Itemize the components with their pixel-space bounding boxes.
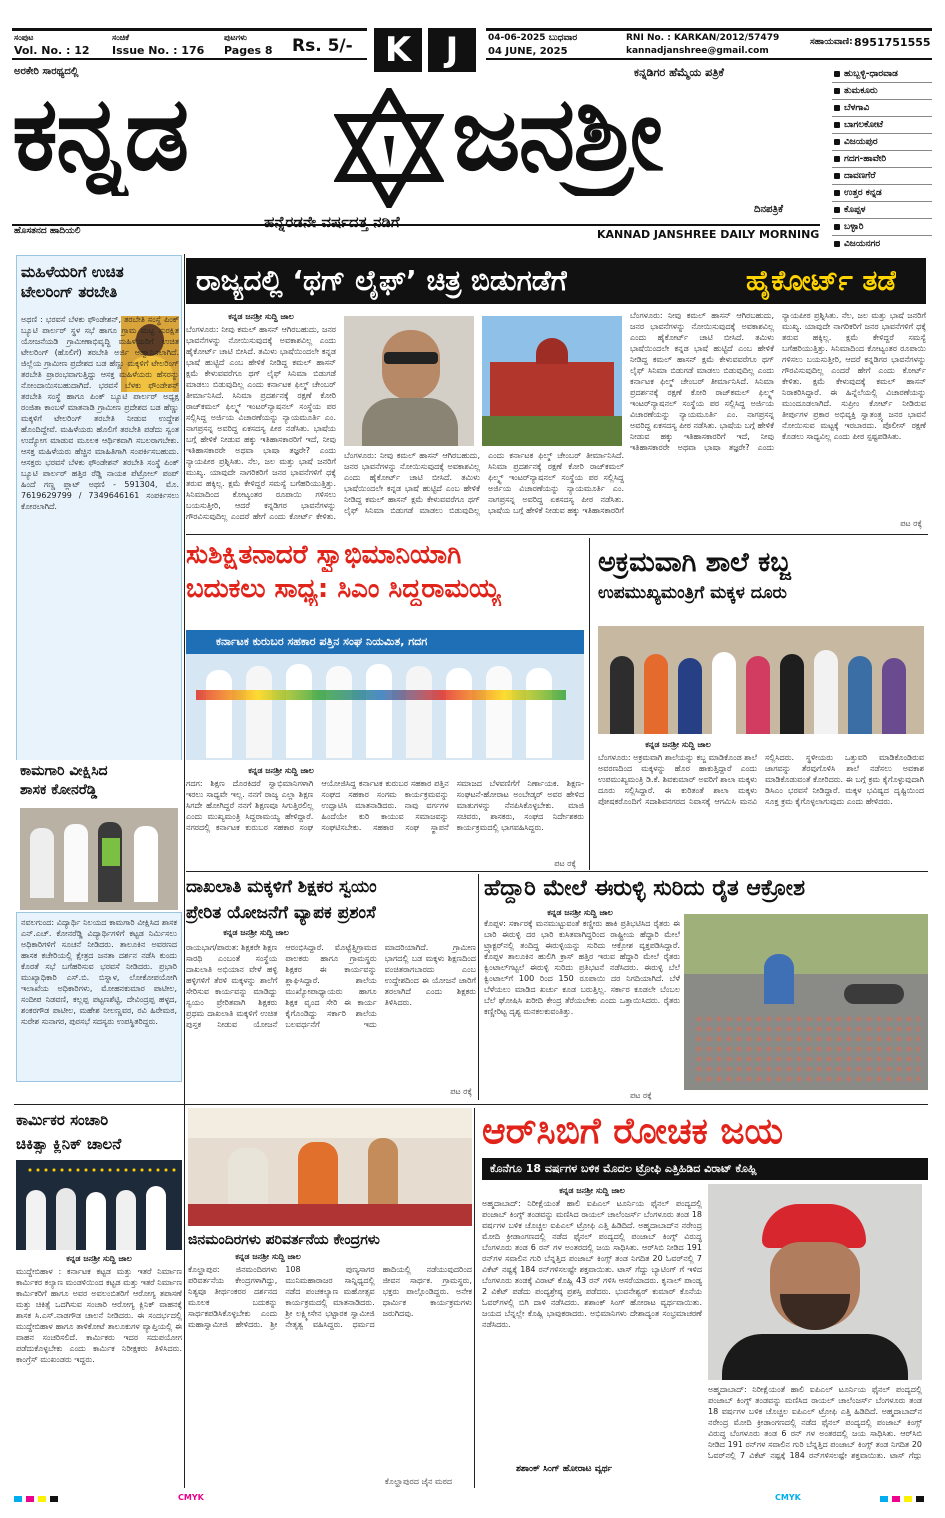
school-story (594, 546, 928, 872)
clinic-headline-2: ಚಿಕಿತ್ಸಾ ಕ್ಲಿನಿಕ್ ಚಾಲನೆ (16, 1135, 122, 1153)
cm-headline-2: ಬದುಕಲು ಸಾಧ್ಯ: ಸಿಎಂ ಸಿದ್ದರಾಮಯ್ಯ (186, 574, 501, 604)
rcb-body-right: ಅಹ್ಮದಾಬಾದ್: ನಿರೀಕ್ಷೆಯಂತೆ ಹಾಲಿ ಐಪಿಎಲ್ ಟೂರ್ನಿಯ ಫೈನಲ್ ಪಂದ್ಯದಲ್ಲಿ ಪಂಜಾಬ್ ಕಿಂಗ್ಸ್ ತಂಡವನ್ನು ಮಣಿಸಿದ ರಾಯಲ್ ಚಾಲೆಂಜರ್ಸ್ ಬೆಂಗಳೂರು ತಂಡ 18 ವರ್ಷಗಳ ಬಳಿಕ ಚೊಚ್ಚಲ ಐಪಿಎಲ್ ಟ್ರೋಫಿ ಎತ್ತಿ ಹಿಡಿದಿದೆ. ಅಹ್ಮದಾಬಾದ್‌ನ ನರೇಂದ್ರ ಮೋದಿ ಕ್ರೀಡಾಂಗಣದಲ್ಲಿ ನಡೆದ ಫೈನಲ್ ಪಂದ್ಯದಲ್ಲಿ ಪಂಜಾಬ್ ಕಿಂಗ್ಸ್ ವಿರುದ್ಧ ಬೆಂಗಳೂರು ತಂಡ 6 ರನ್ ಗಳ ಅಂತರದಲ್ಲಿ ಜಯ ಸಾಧಿಸಿತು. ಆರ್‌ಸಿಬಿ ನೀಡಿದ 191 ರನ್‌ಗಳ ಸವಾಲಿನ ಗುರಿ ಬೆನ್ನತ್ತಿದ ಪಂಜಾಬ್ ಕಿಂಗ್ಸ್ ತಂಡ ನಿಗದಿತ 20 ಓವರ್‌ನಲ್ಲಿ 7 ವಿಕೆಟ್ ನಷ್ಟಕ್ಕೆ 184 ರನ್‌ಗಳಿಸಲಷ್ಟೇ ಶಕ್ತವಾಯಿತು. ಟಾಸ್ ಗೆದ್ದು (708, 1385, 922, 1460)
onion-headline: ಹೆದ್ದಾರಿ ಮೇಲೆ ಈರುಳ್ಳಿ ಸುರಿದು ರೈತ ಆಕ್ರೋಶ (484, 876, 806, 901)
school-body: ಬೆಂಗಳೂರು: ಅಕ್ರಮವಾಗಿ ಶಾಲೆಯನ್ನು ಕಬ್ಜ ಮಾಡಿಕೊಂಡ ಶಾಲೆ ಅವರಣದಿಂದ ಮಕ್ಕಳನ್ನು ಹೊರ ಹಾಕುತ್ತಿದ್ದಾರೆ ಎಂದು ಉಪಮುಖ್ಯಮಂತ್ರಿ ಡಿ.ಕೆ. ಶಿವಕುಮಾರ್ ಅವರಿಗೆ ಶಾಲಾ ಮಕ್ಕಳು ದೂರು ಸಲ್ಲಿಸಿದ್ದಾರೆ. ಈ ಕುರಿತಂತೆ ಶಾಲಾ ಮಕ್ಕಳು ಪೋಷಕರೊಂದಿಗೆ ಸದಾಶಿವನಗರದ ನಿವಾಸಕ್ಕೆ ಆಗಮಿಸಿ ಮನವಿ ಸಲ್ಲಿಸಿದರು. ಸ್ಥಳೀಯರು ಒತ್ತುವರಿ ಮಾಡಿಕೊಂಡಿರುವ ಜಾಗವನ್ನು ತೆರವುಗೊಳಿಸಿ ಶಾಲೆ ನಡೆಸಲು ಅವಕಾಶ ಮಾಡಿಕೊಡುವಂತೆ ಕೋರಿದರು. ಈ ಬಗ್ಗೆ ಕ್ರಮ ಕೈಗೊಳ್ಳುವುದಾಗಿ ಡಿಸಿಎಂ ಭರವಸೆ ನೀಡಿದ್ದಾರೆ. ಮಕ್ಕಳ ಭವಿಷ್ಯದ ದೃಷ್ಟಿಯಿಂದ ಸೂಕ್ತ ಕ್ರಮ ಕೈಗೊಳ್ಳಲಾಗುವುದು ಎಂದು ಹೇಳಿದರು. (598, 753, 924, 806)
works-box (16, 760, 182, 910)
daily-english: KANNAD JANSHREE DAILY MORNING (597, 228, 820, 241)
cm-banner: ಕರ್ನಾಟಕ ಕುರುಬರ ಸಹಕಾರ ಪತ್ತಿನ ಸಂಘ ನಿಯಮಿತ, ಗದಗ (186, 630, 584, 654)
title-right: ಜನಶ್ರೀ (452, 76, 662, 194)
tailoring-body: ಅಥಣಿ : ಭರವಸೆ ಬೆಳಕು ಫೌಂಡೇಶನ್, ತರಬೇತಿ ಸಂಸ್ಥೆ ಪಿಂಕ್ ಬ್ಯೂಟಿ ಪಾರ್ಲರ್ ಸ್ಥಳ ಸಭೆ ಹಾಗೂ ಗ್ರಾಮ ಮಟ್ಟ ಸುರಕ್ಷಿತ ಯೋಜನೆಯಡಿ ಗ್ರಾಮೀಣಾಭಿವೃದ್ಧಿ ಮಹಿಳೆಯರಿಗೆ ಉಚಿತ ಟೇಲರಿಂಗ್ (ಹೊಲಿಗೆ) ತರಬೇತಿ ಅರ್ಜಿ ಆಹ್ವಾನಿಸಲಾಗಿದೆ. ಜಿಲ್ಲೆಯ ಗ್ರಾಮೀಣ ಪ್ರದೇಶದ ಬಡ ಹೆಣ್ಣು ಮಕ್ಕಳಿಗೆ ಟೇಲರಿಂಗ್ ತರಬೇತಿ ಪ್ರಾರಂಭವಾಗುತ್ತಿದ್ದು ಆಸಕ್ತ ಮಹಿಳೆಯರು ಹೆಸರನ್ನು ನೋಂದಾಯಿಸಬಹುದಾಗಿದೆ. ಭರವಸೆ ಬೆಳಕು ಫೌಂಡೇಶನ್ ತರಬೇತಿ ಸಂಸ್ಥೆ ಹಾಗೂ ಪಿಂಕ್ ಬ್ಯೂಟಿ ಪಾರ್ಲರ್ ಅಧ್ಯಕ್ಷ ರಂಜಿತಾ ಕಾಂಬಳೆ ಮಾತನಾಡಿ ಗ್ರಾಮೀಣ ಪ್ರದೇಶದ ಬಡ ಹೆಣ್ಣು ಮಕ್ಕಳಿಗೆ ಟೇಲರಿಂಗ್ ತರಬೇತಿ ನೀಡುವ ಉದ್ದೇಶ ಹೊಂದಿದ್ದೇವೆ. ಮಹಿಳೆಯರು ಹೊಲಿಗೆ ತರಬೇತಿ ಪಡೆದು ಸ್ವಂತ ಉದ್ಯೋಗ ಮಾಡುವ ಮೂಲಕ ಆರ್ಥಿಕವಾಗಿ ಸಬಲರಾಗಬೇಕು. ಆಸಕ್ತ ಮಹಿಳೆಯರು ಹೆಚ್ಚಿನ ಮಾಹಿತಿಗಾಗಿ ಸಂಪರ್ಕಿಸಬಹುದು. ಆಸಕ್ತರು ಭರವಸೆ ಬೆಳಕು ಫೌಂಡೇಶನ್ ತರಬೇತಿ ಸಂಸ್ಥೆ ಪಿಂಕ್ ಬ್ಯೂಟಿ ಪಾರ್ಲರ್ ಹತ್ತಿರ ರೆಡ್ಡಿ ನಾಯಕ ಪೆಟ್ರೋಲ್ ಪಂಪ್ ಹಿಂದೆ ಗಣ್ಣ ಪ್ಲಾಟ್ ಅಥಣಿ - 591304, ಮೊ. 7619629799 / 7349646161 ಸಂಪರ್ಕಿಸಲು ಕೋರಲಾಗಿದೆ. (21, 315, 179, 511)
right-tagline: ಕನ್ನಡಿಗರ ಹೆಮ್ಮೆಯ ಪತ್ರಿಕೆ (634, 66, 724, 79)
school-byline: ಕನ್ನಡ ಜನಶ್ರೀ ಸುದ್ದಿ ಜಾಲ (645, 740, 711, 749)
issue-number: Issue No. : 176 (112, 44, 205, 57)
teachers-headline-1: ದಾಖಲಾತಿ ಮಕ್ಕಳಿಗೆ ಶಿಕ್ಷಕರ ಸ್ವಯಂ (186, 877, 377, 897)
edition-item: ಹುಬ್ಬಳ್ಳಿ-ಧಾರವಾಡ (832, 66, 932, 83)
onion-byline: ಕನ್ನಡ ಜನಶ್ರೀ ಸುದ್ದಿ ಜಾಲ (547, 908, 613, 917)
lead-photo-high-court (482, 316, 622, 446)
divider-rule (589, 538, 590, 870)
tagline: ಹನ್ನೆರಡನೇ ವರ್ಷದತ್ತ ನಡಿಗೆ (264, 213, 400, 231)
teachers-body: ರಾಯಭಾಗ/ಪಾರುತ: ಶಿಕ್ಷಕರೇ ಶಿಕ್ಷಣ ಸಾರಥಿ ಎಂಬಂತೆ ಸಂಸ್ಥೆಯ ದಾಖಲಾತಿ ಅಭಿಯಾನ ವೇಳೆ ಹಳ್ಳಿ ಹಳ್ಳಿಗಳಿಗೆ ತೆರಳಿ ಮಕ್ಕಳನ್ನು ಶಾಲೆಗೆ ಸೇರಿಸುವ ಕಾರ್ಯವನ್ನು ಮಾಡಿದ್ದು ಸ್ವಯಂ ಪ್ರೇರಿತವಾಗಿ ಶಿಕ್ಷಕರು ಪ್ರಥಮ ದಾಖಲಾತಿ ಮಕ್ಕಳಿಗೆ ಉಚಿತ ಪುಸ್ತಕ ನೀಡುವ ಯೋಜನೆ ಆರಂಭಿಸಿದ್ದಾರೆ. ಮೊಟ್ಟೆತ್ತಿಗ್ರಾಮದ ಪಾಲಕರು ಹಾಗೂ ಗ್ರಾಮಸ್ಥರು ಶಿಕ್ಷಕರ ಈ ಕಾರ್ಯವನ್ನು ಶ್ಲಾಘಿಸಿದ್ದಾರೆ. ಶಾಲೆಯ ಮುಖ್ಯೋಪಾಧ್ಯಾಯರು ಹಾಗೂ ಶಿಕ್ಷಕ ವೃಂದ ಸೇರಿ ಈ ಕಾರ್ಯ ಕೈಗೊಂಡಿದ್ದು ಸರ್ಕಾರಿ ಶಾಲೆಯ ಬಲವರ್ಧನೆಗೆ ಇದು ಮಾದರಿಯಾಗಿದೆ. ಗ್ರಾಮೀಣ ಭಾಗದಲ್ಲಿ ಬಡ ಮಕ್ಕಳು ಶಿಕ್ಷಣದಿಂದ ವಂಚಿತರಾಗಬಾರದು ಎಂಬ ಉದ್ದೇಶದಿಂದ ಈ ಯೋಜನೆ ಜಾರಿಗೆ ತರಲಾಗಿದೆ ಎಂದು ಶಿಕ್ಷಕರು ತಿಳಿಸಿದರು. (186, 943, 476, 1029)
star-emblem-icon (334, 88, 444, 208)
left-tagline: ಅರಕೇರಿ ಸಾರಥ್ಯದಲ್ಲಿ (14, 66, 79, 77)
onion-photo (684, 914, 928, 1090)
works-headline-1: ಕಾಮಗಾರಿ ವೀಕ್ಷಿಸಿದ (20, 763, 108, 779)
divider-rule (14, 1104, 928, 1105)
edition-item: ಕೊಪ್ಪಳ (832, 202, 932, 219)
jain-byline: ಕನ್ನಡ ಜನಶ್ರೀ ಸುದ್ದಿ ಜಾಲ (235, 1252, 301, 1261)
date-strip (486, 28, 932, 60)
divider-rule (184, 254, 185, 1488)
bottom-left-tag: ಹೊಸತನದ ಹಾದಿಯಲಿ (14, 226, 81, 236)
teachers-byline: ಕನ್ನಡ ಜನಶ್ರೀ ಸುದ್ದಿ ಜಾಲ (223, 928, 289, 937)
works-body-box (16, 912, 182, 1082)
contact-label: ಸಹಾಯವಾಣಿ: (810, 37, 853, 47)
issue-label: ಸಂಚಿಕೆ (112, 33, 130, 42)
masthead-rule (12, 224, 820, 226)
works-headline-2: ಶಾಸಕ ಕೋನರೆಡ್ಡಿ (20, 782, 98, 798)
footer-cmyk-right (880, 1494, 930, 1504)
teachers-story (186, 874, 476, 1104)
rcb-subhead: ಕೊನೆಗೂ 18 ವರ್ಷಗಳ ಬಳಿಕ ಮೊದಲ ಟ್ರೋಫಿ ಎತ್ತಿಹಿಡಿದ ವಿರಾಟ್ ಕೊಹ್ಲಿ (482, 1158, 928, 1180)
divider-rule (478, 874, 479, 1100)
lead-byline: ಕನ್ನಡ ಜನಶ್ರೀ ಸುದ್ದಿ ಜಾಲ (228, 312, 294, 321)
pages-count: Pages 8 (224, 44, 273, 57)
cmyk-label-left: CMYK (178, 1493, 204, 1502)
lead-story (186, 310, 926, 530)
school-headline-1: ಅಕ್ರಮವಾಗಿ ಶಾಲೆ ಕಬ್ಜ (598, 547, 791, 578)
jain-headline: ಜಿನಮಂದಿರಗಳು ಪರಿವರ್ತನೆಯ ಕೇಂದ್ರಗಳು (188, 1232, 380, 1248)
title-left: ಕನ್ನಡ (12, 76, 188, 194)
divider-rule (186, 534, 928, 535)
clinic-byline: ಕನ್ನಡ ಜನಶ್ರೀ ಸುದ್ದಿ ಜಾಲ (66, 1254, 132, 1263)
edition-item: ತುಮಕೂರು (832, 83, 932, 100)
clinic-story (14, 1108, 184, 1488)
works-photo (20, 808, 178, 910)
lead-sign: ಪಟ ರಕ್ಕೆ (900, 519, 922, 528)
cm-body: ಗದಗ: ಶಿಕ್ಷಣ ದೊರಕಿದರೆ ಸ್ವಾಭಿಮಾನಿಗಳಾಗಿ ಇರಲು ಸಾಧ್ಯವೇ ಇಲ್ಲ. ನನಗೆ ರಾಜ್ಯ ಎಲ್ಲಾ ಶಿಕ್ಷಣ ಸಿಗದೇ ಹೋಗಿದ್ದರೆ ನನಗೆ ಶಿಕ್ಷಣವೂ ಸಿಗುತ್ತಿರಲಿಲ್ಲ ಎಂದು ಮುಖ್ಯಮಂತ್ರಿ ಸಿದ್ದರಾಮಯ್ಯ ಹೇಳಿದ್ದಾರೆ. ನಗರದಲ್ಲಿ ಕರ್ನಾಟಕ ಕುರುಬರ ಸಹಕಾರ ಸಂಘ ಆಯೋಜಿಸಿದ್ದ ಕರ್ನಾಟಕ ಕುರುಬರ ಸಹಕಾರ ಪತ್ತಿನ ಸಂಘದ ಸಹಕಾರ ಸಂಗಮ ಕಾರ್ಯಕ್ರಮವನ್ನು ಉದ್ಘಾಟಿಸಿ ಮಾತನಾಡಿದರು. ನಾವು ವರ್ಗಗಳ ಹಿಂದೆಯೇ ಕುರಿ ಕಾಯುವ ಸಮಾಜವನ್ನು ಸಂಘಟಿಸಬೇಕು. ಸಹಕಾರ ಸಂಘ ಸ್ಥಾಪನೆ ಸಮಾಜದ ಬೆಳವಣಿಗೆಗೆ ನಿರ್ಣಾಯಕ. ಶಿಕ್ಷಣ-ಸಂಘಟನೆ-ಹೋರಾಟ ಅಂಬೇಡ್ಕರ್ ಅವರ ಹೇಳಿದ ಮಾತುಗಳನ್ನು ನೆನಪಿಸಿಕೊಳ್ಳಬೇಕು. ಮಾಜಿ ಸಚಿವರು, ಶಾಸಕರು, ಸಂಘದ ನಿರ್ದೇಶಕರು ಕಾರ್ಯಕ್ರಮದಲ್ಲಿ ಭಾಗವಹಿಸಿದ್ದರು. (186, 779, 584, 832)
cm-story (186, 538, 584, 870)
onion-sign: ಪಟ ರಕ್ಕೆ (630, 1091, 652, 1100)
phone-number: 8951751555 (854, 36, 931, 49)
cmyk-label-right: CMYK (775, 1493, 801, 1502)
onion-body: ಕೊಪ್ಪಳ: ಸರ್ಕಾರಕ್ಕೆ ಮನಮುಟ್ಟುವಂತೆ ಕಣ್ಣೀರು ಹಾಕಿ ಪ್ರತಿಭಟಿಸಿದ ರೈತರು ಈ ಬಾರಿ ಈರುಳ್ಳಿ ದರ ಭಾರಿ ಕುಸಿತವಾಗಿದ್ದರಿಂದ ರಾಷ್ಟ್ರೀಯ ಹೆದ್ದಾರಿ ಮೇಲೆ ಟ್ರ್ಯಾಕ್ಟರ್‌ನಲ್ಲಿ ತಂದಿದ್ದ ಈರುಳ್ಳಿಯನ್ನು ಸುರಿದು ಆಕ್ರೋಶ ವ್ಯಕ್ತಪಡಿಸಿದ್ದಾರೆ. ಕೊಪ್ಪಳ ತಾಲೂಕಿನ ಹುಲಿಗಿ ಕ್ರಾಸ್ ಹತ್ತಿರ ಇರುವ ಹೆದ್ದಾರಿ ಮೇಲೆ ರೈತರು ಕ್ವಿಂಟಾಲ್‌ಗಟ್ಟಲೆ ಈರುಳ್ಳಿ ಸುರಿದು ಪ್ರತಿಭಟನೆ ನಡೆಸಿದರು. ಈರುಳ್ಳಿ ಬೆಲೆ ಕ್ವಿಂಟಾಲ್‌ಗೆ 100 ರಿಂದ 150 ರೂಪಾಯಿ ದರ ನಿಗದಿಯಾಗಿದೆ. ಬೆಳೆ ಬೆಳೆಯಲು ಮಾಡಿದ ಖರ್ಚು ಕೂಡ ಬರುತ್ತಿಲ್ಲ. ಸರ್ಕಾರ ಕೂಡಲೇ ಬೆಂಬಲ ಬೆಲೆ ಘೋಷಿಸಿ ಖರೀದಿ ಕೇಂದ್ರ ತೆರೆಯಬೇಕು ಎಂದು ಒತ್ತಾಯಿಸಿದರು. ರೈತರು ಕಣ್ಣೀರಿಟ್ಟ ದೃಶ್ಯ ಮನಕಲಕುವಂತಿತ್ತು. (484, 919, 680, 1016)
rcb-photo-kohli (708, 1184, 922, 1380)
edition-item: ಉತ್ತರ ಕನ್ನಡ (832, 185, 932, 202)
issue-strip (12, 28, 367, 60)
lead-headline: ರಾಜ್ಯದಲ್ಲಿ ‘ಥಗ್ ಲೈಫ್’ ಚಿತ್ರ ಬಿಡುಗಡೆಗೆ (196, 264, 567, 297)
edition-item: ಗದಗ-ಹಾವೇರಿ (832, 151, 932, 168)
clinic-photo (16, 1160, 182, 1250)
rcb-byline: ಕನ್ನಡ ಜನಶ್ರೀ ಸುದ್ದಿ ಜಾಲ (559, 1186, 625, 1195)
lead-body: ಬೆಂಗಳೂರು: ನೀವು ಕಮಲ್ ಹಾಸನ್ ಆಗಿರಬಹುದು, ಜನರ ಭಾವನೆಗಳನ್ನು ನೋಯಿಸುವುದಕ್ಕೆ ಅವಕಾಶವಿಲ್ಲ ಎಂದು ಹೈಕೋರ್ಟ್ ಚಾಟಿ ಬೀಸಿದೆ. ತಮಿಳು ಭಾಷೆಯಿಂದಲೇ ಕನ್ನಡ ಭಾಷೆ ಹುಟ್ಟಿದೆ ಎಂಬ ಹೇಳಿಕೆ ನೀಡಿದ್ದ ಕಮಲ್ ಹಾಸನ್ ಕ್ಷಮೆ ಕೇಳುವವರೆಗೂ ಥಗ್ ಲೈಫ್ ಸಿನಿಮಾ ಬಿಡುಗಡೆ ಮಾಡಲು ಬಿಡುವುದಿಲ್ಲ ಎಂದು ಕರ್ನಾಟಕ ಫಿಲ್ಮ್ ಚೇಂಬರ್ ತೀರ್ಮಾನಿಸಿದೆ. ಸಿನಿಮಾ ಪ್ರದರ್ಶನಕ್ಕೆ ರಕ್ಷಣೆ ಕೋರಿ ರಾಜ್‌ಕಮಲ್ ಫಿಲ್ಮ್ಸ್ ಇಂಟರ್‌ನ್ಯಾಷನಲ್ ಸಂಸ್ಥೆಯ ಪರ ಸಲ್ಲಿಸಿದ್ದ ಅರ್ಜಿಯ ವಿಚಾರಣೆಯನ್ನು ನ್ಯಾಯಮೂರ್ತಿ ಎಂ. ನಾಗಪ್ರಸನ್ನ ಅವರಿದ್ದ ಏಕಸದಸ್ಯ ಪೀಠ ನಡೆಸಿತು. ಭಾಷೆಯ ಬಗ್ಗೆ ಹೇಳಿಕೆ ನೀಡುವ ಹಕ್ಕು ಇತಿಹಾಸಕಾರರಿಗೆ ಇದೆ, ನೀವು ಇತಿಹಾಸಕಾರರೇ ಅಥವಾ ಭಾಷಾ ತಜ್ಞರೇ? ಎಂದು ನ್ಯಾಯಪೀಠ ಪ್ರಶ್ನಿಸಿತು. ನೆಲ, ಜಲ ಮತ್ತು ಭಾಷೆ ಜನರಿಗೆ ಮುಖ್ಯ. ಯಾವುದೇ ನಾಗರಿಕರಿಗೆ ಜನರ ಭಾವನೆಗಳಿಗೆ ಧಕ್ಕೆ ತರುವ ಹಕ್ಕಿಲ್ಲ. ಕ್ಷಮೆ ಕೇಳಿದ್ದರೆ ಸಮಸ್ಯೆ ಬಗೆಹರಿಯುತ್ತಿತ್ತು. ಸಿನಿಮಾದಿಂದ ಕೋಟ್ಯಂತರ ರೂಪಾಯಿ ಗಳಿಸಲು ಬಯಸುತ್ತೀರಿ, ಆದರೆ ಕನ್ನಡಿಗರ ಭಾವನೆಗಳನ್ನು ಗೌರವಿಸುವುದಿಲ್ಲ ಎಂದರೆ ಹೇಗೆ ಎಂದು ಕೋರ್ಟ್ ಕೇಳಿತು. (186, 325, 336, 521)
editions-list (832, 66, 932, 248)
masthead (12, 28, 932, 248)
lead-body-lower: ಬೆಂಗಳೂರು: ನೀವು ಕಮಲ್ ಹಾಸನ್ ಆಗಿರಬಹುದು, ಜನರ ಭಾವನೆಗಳನ್ನು ನೋಯಿಸುವುದಕ್ಕೆ ಅವಕಾಶವಿಲ್ಲ ಎಂದು ಹೈಕೋರ್ಟ್ ಚಾಟಿ ಬೀಸಿದೆ. ತಮಿಳು ಭಾಷೆಯಿಂದಲೇ ಕನ್ನಡ ಭಾಷೆ ಹುಟ್ಟಿದೆ ಎಂಬ ಹೇಳಿಕೆ ನೀಡಿದ್ದ ಕಮಲ್ ಹಾಸನ್ ಕ್ಷಮೆ ಕೇಳುವವರೆಗೂ ಥಗ್ ಲೈಫ್ ಸಿನಿಮಾ ಬಿಡುಗಡೆ ಮಾಡಲು ಬಿಡುವುದಿಲ್ಲ ಎಂದು ಕರ್ನಾಟಕ ಫಿಲ್ಮ್ ಚೇಂಬರ್ ತೀರ್ಮಾನಿಸಿದೆ. ಸಿನಿಮಾ ಪ್ರದರ್ಶನಕ್ಕೆ ರಕ್ಷಣೆ ಕೋರಿ ರಾಜ್‌ಕಮಲ್ ಫಿಲ್ಮ್ಸ್ ಇಂಟರ್‌ನ್ಯಾಷನಲ್ ಸಂಸ್ಥೆಯ ಪರ ಸಲ್ಲಿಸಿದ್ದ ಅರ್ಜಿಯ ವಿಚಾರಣೆಯನ್ನು ನ್ಯಾಯಮೂರ್ತಿ ಎಂ. ನಾಗಪ್ರಸನ್ನ ಅವರಿದ್ದ ಏಕಸದಸ್ಯ ಪೀಠ ನಡೆಸಿತು. ಭಾಷೆಯ ಬಗ್ಗೆ ಹೇಳಿಕೆ ನೀಡುವ ಹಕ್ಕು ಇತಿಹಾಸಕಾರರಿಗೆ (344, 451, 624, 515)
pages-label: ಪುಟಗಳು (224, 33, 247, 42)
jain-story (188, 1108, 472, 1488)
edition-item: ಬಾಗಲಕೋಟೆ (832, 117, 932, 134)
teachers-sign: ಪಟ ರಕ್ಕೆ (450, 1087, 472, 1096)
edition-item: ಬೆಳಗಾವಿ (832, 100, 932, 117)
rcb-headline: ಆರ್‌ಸಿಬಿಗೆ ರೋಚಕ ಜಯ (482, 1111, 784, 1152)
vol-number: Vol. No. : 12 (14, 44, 90, 57)
edition-item: ಬಳ್ಳಾರಿ (832, 219, 932, 236)
tailoring-headline-1: ಮಹಿಳೆಯರಿಗೆ ಉಚಿತ (21, 263, 124, 281)
date-kannada: 04-06-2025 ಬುಧವಾರ (488, 33, 578, 43)
lead-headline-highlight: ಹೈಕೋರ್ಟ್ ತಡೆ (746, 264, 897, 297)
edition-item: ವಿಜಯಪುರ (832, 134, 932, 151)
clinic-body: ಮುದ್ದೇಬಿಹಾಳ : ಕರ್ನಾಟಕ ಕಟ್ಟಡ ಮತ್ತು ಇತರೆ ನಿರ್ಮಾಣ ಕಾರ್ಮಿಕರ ಕಲ್ಯಾಣ ಮಂಡಳಿಯಿಂದ ಕಟ್ಟಡ ಮತ್ತು ಇತರೆ ನಿರ್ಮಾಣ ಕಾರ್ಮಿಕರಿಗೆ ಹಾಗೂ ಅವರ ಅವಲಂಬಿತರಿಗೆ ಆರೋಗ್ಯ ತಪಾಸಣೆ ಮತ್ತು ಚಿಕಿತ್ಸೆ ಒದಗಿಸುವ ಸಂಚಾರಿ ಆರೋಗ್ಯ ಕ್ಲಿನಿಕ್ ವಾಹನಕ್ಕೆ ಶಾಸಕ ಸಿ.ಎಸ್.ನಾಡಗೌಡ ಚಾಲನೆ ನೀಡಿದರು. ಈ ಸಂದರ್ಭದಲ್ಲಿ ಮುದ್ದೇಬಿಹಾಳ ಹಾಗೂ ತಾಳಿಕೋಟೆ ತಾಲೂಕುಗಳ ವ್ಯಾಪ್ತಿಯಲ್ಲಿ ಈ ವಾಹನ ಸಂಚರಿಸಲಿದೆ. ಕಾರ್ಮಿಕರು ಇದರ ಸದುಪಯೋಗ ಪಡೆದುಕೊಳ್ಳಬೇಕು ಎಂದು ಕಾರ್ಮಿಕ ನಿರೀಕ್ಷಕರು ತಿಳಿಸಿದರು. ಕಾಂಗ್ರೆಸ್ ಮುಖಂಡರು ಇದ್ದರು. (16, 1267, 182, 1364)
kj-logo-j: J (428, 28, 476, 72)
kj-logo-k: K (374, 28, 422, 72)
divider-rule (474, 1108, 475, 1488)
cm-sign: ಪಟ ರಕ್ಕೆ (554, 859, 576, 868)
works-body: ನವಲಗುಂದ: ವಿದ್ಯಾರ್ಥಿ ನಿಲಯದ ಕಾಮಗಾರಿ ವೀಕ್ಷಿಸಿದ ಶಾಸಕ ಎನ್.ಎಚ್. ಕೋನರೆಡ್ಡಿ ವಿದ್ಯಾರ್ಥಿಗಳಿಗೆ ಕಟ್ಟಡ ನಿರ್ಮಿಸಲು ಅಧಿಕಾರಿಗಳಿಗೆ ಸೂಚನೆ ನೀಡಿದರು. ತಾಲೂಕಿನ ಅವರಣದ ಹಾಸಕ ಕಚೇರಿಯಲ್ಲಿ ಕ್ಷೇತ್ರದ ಜನತಾ ದರ್ಶನ ನಡೆಸಿ ಕುಂದು ಕೊರತೆ ಸಭೆ ಬಗೆಹರಿಸುವ ಭರವಸೆ ನೀಡಿದರು. ಪ್ರಭಾರಿ ಮುಖ್ಯಾಧಿಕಾರಿ ಎಸ್.ಬಿ. ಬಿಸ್ನಾಳ, ಲೋಕೋಪಯೋಗಿ ಇಲಾಖೆಯ ಅಧಿಕಾರಿಗಳು, ಮೋಹನಕುಮಾರ ಪಾಟೀಲ, ಸಂದೀಪ ನಿಡವಣಿ, ಕಲ್ಲಪ್ಪ ಪಟ್ಟಣಶೆಟ್ಟಿ, ದೇವಿಂದ್ರಪ್ಪ ಹಳ್ಳದ, ಶಂಕರಗೌಡ ಪಾಟೀಲ, ಮಹೇಶ ನೀಲಣ್ಣವರ, ರವಿ ಹಿರೇಮಠ, ಸುರೇಶ ಸುನಾಗರ, ಪುರಸಭೆ ಸದಸ್ಯರು ಉಪಸ್ಥಿತರಿದ್ದರು. (21, 918, 177, 1026)
rni-number: RNI No. : KARKAN/2012/57479 (626, 33, 780, 43)
cm-headline-1: ಸುಶಿಕ್ಷಿತನಾದರೆ ಸ್ವಾಭಿಮಾನಿಯಾಗಿ (186, 540, 462, 570)
cm-photo (186, 630, 584, 760)
lead-photo-actor (344, 316, 474, 446)
clinic-headline-1: ಕಾರ್ಮಿಕರ ಸಂಚಾರಿ (16, 1111, 109, 1129)
school-headline-2: ಉಪಮುಖ್ಯಮಂತ್ರಿಗೆ ಮಕ್ಕಳ ದೂರು (598, 583, 787, 603)
edition-item: ವಿಜಯನಗರ (832, 236, 932, 248)
date-english: 04 JUNE, 2025 (488, 46, 568, 57)
jain-body: ಕೊಲ್ಹಾಪುರ: ಜಿನಮಂದಿರಗಳು ಪರಿವರ್ತನೆಯ ಕೇಂದ್ರಗಳಾಗಿದ್ದು, ನಿತ್ಯವೂ ತೀರ್ಥಂಕರರ ದರ್ಶನದ ಮೂಲಕ ಬದುಕನ್ನು ಸಾರ್ಥಕಪಡಿಸಿಕೊಳ್ಳಬೇಕು ಎಂದು ಮಹಾಸ್ವಾಮೀಜಿ ಹೇಳಿದರು. ಶ್ರೀ 108 ಪುಣ್ಯಸಾಗರ ಮುನಿಮಹಾರಾಜರ ಸಾನ್ನಿಧ್ಯದಲ್ಲಿ ನಡೆದ ಪಂಚಕಲ್ಯಾಣ ಮಹೋತ್ಸವ ಕಾರ್ಯಕ್ರಮದಲ್ಲಿ ಮಾತನಾಡಿದರು. ಶ್ರೀ ಲಕ್ಷ್ಮೀಸೇನ ಭಟ್ಟಾರಕ ಸ್ವಾಮೀಜಿ ನೇತೃತ್ವ ವಹಿಸಿದ್ದರು. ಧರ್ಮದ ಹಾದಿಯಲ್ಲಿ ನಡೆಯುವುದರಿಂದ ಜೀವನ ಸಾರ್ಥಕ. ಗ್ರಾಮಸ್ಥರು, ಭಕ್ತರು ಪಾಲ್ಗೊಂಡಿದ್ದರು. ಅನೇಕ ಧಾರ್ಮಿಕ ಕಾರ್ಯಕ್ರಮಗಳು ಜರುಗಿದವು. (188, 1265, 472, 1329)
email: kannadjanshree@gmail.com (626, 46, 769, 56)
jain-sign: ಕೊಲ್ಹಾಪುರದ ಜೈನ ಮಠದ (384, 1477, 452, 1486)
rcb-story (476, 1108, 928, 1488)
lead-headline-bar (186, 258, 926, 304)
teachers-headline-2: ಪ್ರೇರಿತ ಯೋಜನೆಗೆ ವ್ಯಾಪಕ ಪ್ರಶಂಸೆ (186, 903, 376, 923)
footer-cmyk-left (14, 1494, 174, 1504)
divider-rule (186, 871, 928, 872)
price: Rs. 5/- (292, 36, 353, 56)
tailoring-headline-2: ಟೇಲರಿಂಗ್ ತರಬೇತಿ (21, 283, 118, 301)
vol-label: ಸಂಪುಟ (14, 33, 34, 42)
kj-logo (374, 28, 478, 72)
edition-item: ದಾವಣಗೆರೆ (832, 168, 932, 185)
rcb-body: ಅಹ್ಮದಾಬಾದ್: ನಿರೀಕ್ಷೆಯಂತೆ ಹಾಲಿ ಐಪಿಎಲ್ ಟೂರ್ನಿಯ ಫೈನಲ್ ಪಂದ್ಯದಲ್ಲಿ ಪಂಜಾಬ್ ಕಿಂಗ್ಸ್ ತಂಡವನ್ನು ಮಣಿಸಿದ ರಾಯಲ್ ಚಾಲೆಂಜರ್ಸ್ ಬೆಂಗಳೂರು ತಂಡ 18 ವರ್ಷಗಳ ಬಳಿಕ ಚೊಚ್ಚಲ ಐಪಿಎಲ್ ಟ್ರೋಫಿ ಎತ್ತಿ ಹಿಡಿದಿದೆ. ಅಹ್ಮದಾಬಾದ್‌ನ ನರೇಂದ್ರ ಮೋದಿ ಕ್ರೀಡಾಂಗಣದಲ್ಲಿ ನಡೆದ ಫೈನಲ್ ಪಂದ್ಯದಲ್ಲಿ ಪಂಜಾಬ್ ಕಿಂಗ್ಸ್ ವಿರುದ್ಧ ಬೆಂಗಳೂರು ತಂಡ 6 ರನ್ ಗಳ ಅಂತರದಲ್ಲಿ ಜಯ ಸಾಧಿಸಿತು. ಆರ್‌ಸಿಬಿ ನೀಡಿದ 191 ರನ್‌ಗಳ ಸವಾಲಿನ ಗುರಿ ಬೆನ್ನತ್ತಿದ ಪಂಜಾಬ್ ಕಿಂಗ್ಸ್ ತಂಡ ನಿಗದಿತ 20 ಓವರ್‌ನಲ್ಲಿ 7 ವಿಕೆಟ್ ನಷ್ಟಕ್ಕೆ 184 ರನ್‌ಗಳಿಸಲಷ್ಟೇ ಶಕ್ತವಾಯಿತು. ಟಾಸ್ ಗೆದ್ದು ಬ್ಯಾಟಿಂಗ್ ಗೆ ಇಳಿದ ಬೆಂಗಳೂರು ತಂಡಕ್ಕೆ ವಿರಾಟ್ ಕೊಹ್ಲಿ 43 ರನ್ ಗಳಿಸಿ ಆಸರೆಯಾದರು. ಕೃನಾಲ್ ಪಾಂಡ್ಯ 2 ವಿಕೆಟ್ ಪಡೆದು ಪಂದ್ಯಶ್ರೇಷ್ಠ ಪ್ರಶಸ್ತಿ ಪಡೆದರು. ಭುವನೇಶ್ವರ್ ಕುಮಾರ್ ಕೊನೆಯ ಓವರ್‌ಗಳಲ್ಲಿ ಬಿಗಿ ದಾಳಿ ನಡೆಸಿದರು. ಶಶಾಂಕ್ ಸಿಂಗ್ ಹೋರಾಟ ವ್ಯರ್ಥವಾಯಿತು. ಜಯದ ಬೆನ್ನಲ್ಲೇ ಕೊಹ್ಲಿ ಭಾವುಕರಾದರು. ಅಭಿಮಾನಿಗಳು ದೇಶಾದ್ಯಂತ ಸಂಭ್ರಮಾಚರಣೆ ನಡೆಸಿದರು. (482, 1199, 702, 1329)
cm-byline: ಕನ್ನಡ ಜನಶ್ರೀ ಸುದ್ದಿ ಜಾಲ (248, 766, 314, 775)
jain-photo (188, 1108, 472, 1226)
rcb-subhead-2: ಶಶಾಂಕ್ ಸಿಂಗ್ ಹೋರಾಟ ವ್ಯರ್ಥ (516, 1464, 613, 1474)
daily-kannada: ದಿನಪತ್ರಿಕೆ (754, 204, 784, 215)
onion-story (480, 874, 928, 1100)
school-photo (598, 626, 924, 734)
lead-body-cont: ಬೆಂಗಳೂರು: ನೀವು ಕಮಲ್ ಹಾಸನ್ ಆಗಿರಬಹುದು, ಜನರ ಭಾವನೆಗಳನ್ನು ನೋಯಿಸುವುದಕ್ಕೆ ಅವಕಾಶವಿಲ್ಲ ಎಂದು ಹೈಕೋರ್ಟ್ ಚಾಟಿ ಬೀಸಿದೆ. ತಮಿಳು ಭಾಷೆಯಿಂದಲೇ ಕನ್ನಡ ಭಾಷೆ ಹುಟ್ಟಿದೆ ಎಂಬ ಹೇಳಿಕೆ ನೀಡಿದ್ದ ಕಮಲ್ ಹಾಸನ್ ಕ್ಷಮೆ ಕೇಳುವವರೆಗೂ ಥಗ್ ಲೈಫ್ ಸಿನಿಮಾ ಬಿಡುಗಡೆ ಮಾಡಲು ಬಿಡುವುದಿಲ್ಲ ಎಂದು ಕರ್ನಾಟಕ ಫಿಲ್ಮ್ ಚೇಂಬರ್ ತೀರ್ಮಾನಿಸಿದೆ. ಸಿನಿಮಾ ಪ್ರದರ್ಶನಕ್ಕೆ ರಕ್ಷಣೆ ಕೋರಿ ರಾಜ್‌ಕಮಲ್ ಫಿಲ್ಮ್ಸ್ ಇಂಟರ್‌ನ್ಯಾಷನಲ್ ಸಂಸ್ಥೆಯ ಪರ ಸಲ್ಲಿಸಿದ್ದ ಅರ್ಜಿಯ ವಿಚಾರಣೆಯನ್ನು ನ್ಯಾಯಮೂರ್ತಿ ಎಂ. ನಾಗಪ್ರಸನ್ನ ಅವರಿದ್ದ ಏಕಸದಸ್ಯ ಪೀಠ ನಡೆಸಿತು. ಭಾಷೆಯ ಬಗ್ಗೆ ಹೇಳಿಕೆ ನೀಡುವ ಹಕ್ಕು ಇತಿಹಾಸಕಾರರಿಗೆ ಇದೆ, ನೀವು ಇತಿಹಾಸಕಾರರೇ ಅಥವಾ ಭಾಷಾ ತಜ್ಞರೇ? ಎಂದು ನ್ಯಾಯಪೀಠ ಪ್ರಶ್ನಿಸಿತು. ನೆಲ, ಜಲ ಮತ್ತು ಭಾಷೆ ಜನರಿಗೆ ಮುಖ್ಯ. ಯಾವುದೇ ನಾಗರಿಕರಿಗೆ ಜನರ ಭಾವನೆಗಳಿಗೆ ಧಕ್ಕೆ ತರುವ ಹಕ್ಕಿಲ್ಲ. ಕ್ಷಮೆ ಕೇಳಿದ್ದರೆ ಸಮಸ್ಯೆ ಬಗೆಹರಿಯುತ್ತಿತ್ತು. ಸಿನಿಮಾದಿಂದ ಕೋಟ್ಯಂತರ ರೂಪಾಯಿ ಗಳಿಸಲು ಬಯಸುತ್ತೀರಿ, ಆದರೆ ಕನ್ನಡಿಗರ ಭಾವನೆಗಳನ್ನು ಗೌರವಿಸುವುದಿಲ್ಲ ಎಂದರೆ ಹೇಗೆ ಎಂದು ಕೋರ್ಟ್ ಕೇಳಿತು. ಕ್ಷಮೆ ಕೇಳುವುದಕ್ಕೆ ಕಮಲ್ ಹಾಸನ್ ನಿರಾಕರಿಸಿದ್ದಾರೆ. ಈ ಹಿನ್ನೆಲೆಯಲ್ಲಿ ವಿಚಾರಣೆಯನ್ನು ಮುಂದೂಡಲಾಗಿದೆ. ಸುಪ್ರೀಂ ಕೋರ್ಟ್ ನೀಡಿರುವ ತೀರ್ಪುಗಳ ಪ್ರಕಾರ ಅಭಿವ್ಯಕ್ತಿ ಸ್ವಾತಂತ್ರ್ಯ ಜನರ ಭಾವನೆ ನೋಯಿಸುವ ಮಟ್ಟಕ್ಕೆ ಇರಬಾರದು. ಪೊಲೀಸ್ ರಕ್ಷಣೆ ಕೊಡಲು ಸಾಧ್ಯವಿಲ್ಲ ಎಂದು ಪೀಠ ಸ್ಪಷ್ಟಪಡಿಸಿತು. (630, 311, 926, 452)
